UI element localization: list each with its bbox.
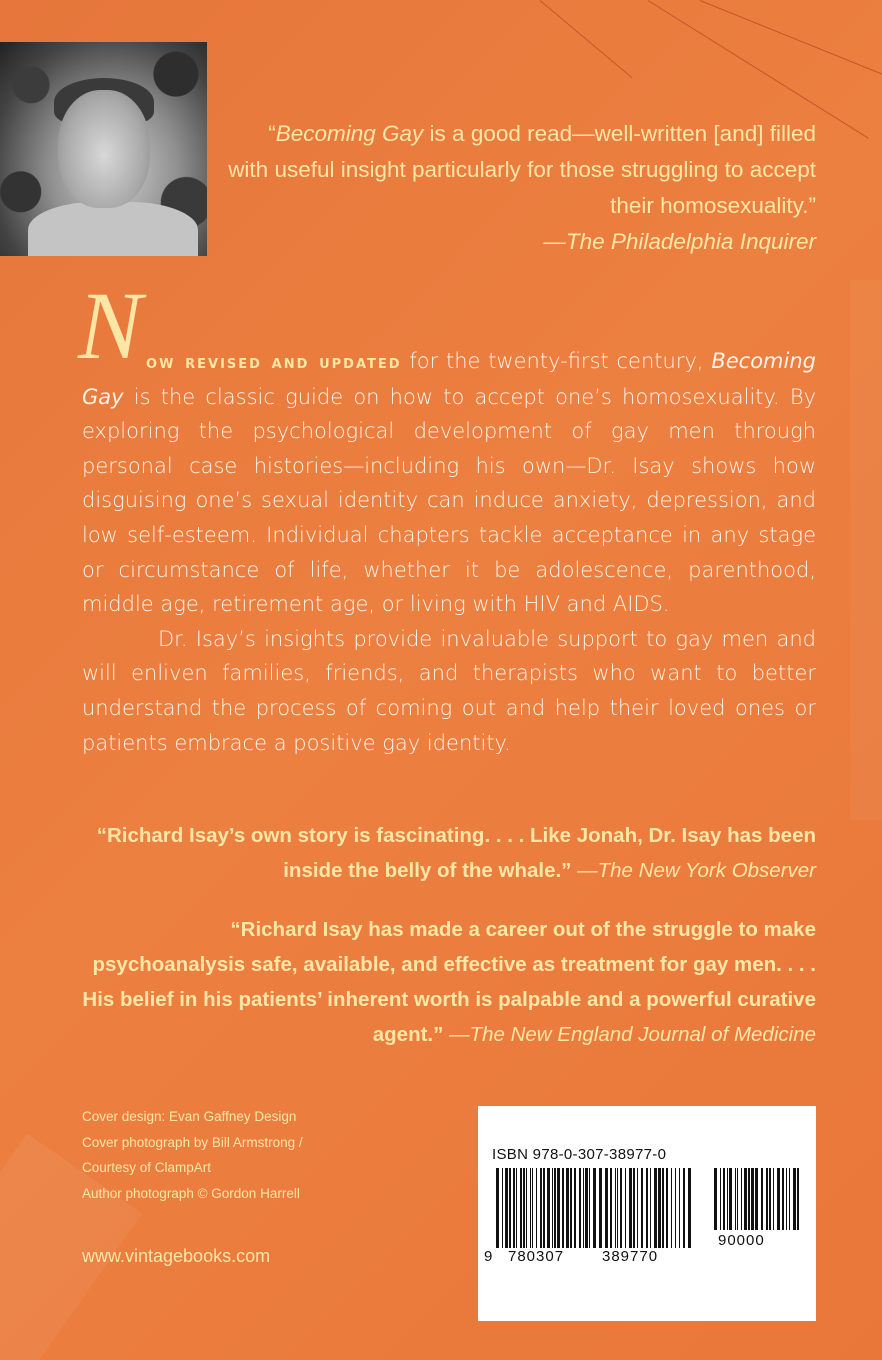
- quote-book-title: Becoming Gay: [275, 121, 424, 146]
- barcode-bar: [516, 1168, 517, 1248]
- isbn-label: ISBN 978-0-307-38977-0: [492, 1146, 667, 1163]
- barcode-bar: [671, 1168, 672, 1248]
- barcode-bar: [773, 1168, 774, 1230]
- barcode-bar: [675, 1168, 676, 1248]
- barcode-bar: [727, 1168, 728, 1230]
- barcode-bar: [629, 1168, 632, 1248]
- barcode-bar: [641, 1168, 643, 1248]
- drop-cap: N: [78, 272, 143, 379]
- barcode-bar: [532, 1168, 533, 1248]
- barcode-bar: [543, 1168, 545, 1248]
- barcode-bar: [617, 1168, 618, 1248]
- review-quote-nejm: [82, 912, 816, 1052]
- description-paragraph-1: [78, 272, 816, 622]
- barcode-bar: [562, 1168, 564, 1248]
- barcode-bar: [605, 1168, 608, 1248]
- barcode-bar: [741, 1168, 742, 1230]
- review-quote-inquirer: [228, 116, 816, 260]
- credit-line: Cover design: Evan Gaffney Design: [82, 1109, 297, 1124]
- description-text: for the twenty-first century,: [401, 349, 712, 373]
- barcode-bar: [637, 1168, 638, 1248]
- credit-line: Courtesy of ClampArt: [82, 1160, 212, 1175]
- barcode-bar: [523, 1168, 525, 1248]
- barcode-bar: [723, 1168, 725, 1230]
- barcode-bar: [761, 1168, 763, 1230]
- description-paragraph-2: Dr. Isay’s insights provide invaluable support to gay men and will enliven families, friends, and therapists who want to better understand the process of coming out and help their loved ones or patients embrace a positive gay identity.: [82, 626, 816, 755]
- barcode-bar: [714, 1168, 717, 1230]
- barcode-bar: [574, 1168, 576, 1248]
- barcode-right-digits: 389770: [602, 1248, 659, 1265]
- barcode-bar: [625, 1168, 626, 1248]
- barcode-bar: [615, 1168, 616, 1248]
- barcode-bar: [658, 1168, 661, 1248]
- quote-open-mark: “: [268, 121, 276, 146]
- barcode-bar: [540, 1168, 542, 1248]
- barcode-bar: [748, 1168, 750, 1230]
- description-book-title: Becoming Gay: [82, 349, 816, 409]
- barcode-bar: [599, 1168, 602, 1248]
- barcode-bar: [755, 1168, 758, 1230]
- barcode-bar: [751, 1168, 754, 1230]
- barcode-bar: [633, 1168, 635, 1248]
- barcode-bar: [513, 1168, 515, 1248]
- barcode-bar: [520, 1168, 522, 1248]
- review-quote-observer: [82, 818, 816, 888]
- barcode-bar: [782, 1168, 784, 1230]
- quote-source: —The Philadelphia Inquirer: [543, 229, 816, 254]
- book-description: [78, 272, 816, 760]
- barcode-addon-digits: 90000: [718, 1232, 765, 1249]
- lead-smallcaps: ow revised and updated: [146, 351, 402, 373]
- barcode-bar: [502, 1168, 503, 1248]
- barcode-bar: [552, 1168, 553, 1248]
- barcode-bar: [583, 1168, 584, 1248]
- barcode-bar: [793, 1168, 796, 1230]
- barcode-bar: [720, 1168, 721, 1230]
- barcode-bar: [496, 1168, 499, 1248]
- quote-source: —The New York Observer: [577, 859, 816, 882]
- barcode-bar: [646, 1168, 648, 1248]
- barcode-bar: [570, 1168, 572, 1248]
- barcode-lead-digit: 9: [484, 1248, 493, 1265]
- barcode-bar: [729, 1168, 732, 1230]
- barcode-bar: [654, 1168, 657, 1248]
- barcode-bar: [662, 1168, 664, 1248]
- barcode-bar: [666, 1168, 668, 1248]
- credit-line: Cover photograph by Bill Armstrong /: [82, 1134, 303, 1150]
- barcode-bar: [620, 1168, 622, 1248]
- barcode-bar: [650, 1168, 651, 1248]
- isbn-barcode: [478, 1106, 816, 1321]
- barcode-bar: [554, 1168, 556, 1248]
- barcode-bar: [789, 1168, 790, 1230]
- publisher-website: www.vintagebooks.com: [82, 1246, 271, 1266]
- barcode-bar: [557, 1168, 560, 1248]
- credit-line: Author photograph © Gordon Harrell: [82, 1185, 300, 1201]
- barcode-bar: [593, 1168, 596, 1248]
- cover-credits: [82, 1104, 442, 1206]
- barcode-bar: [547, 1168, 550, 1248]
- quote-text: is a good read—well-written [and] filled with useful insight particularly for those struggling to accept their homosexuality.”: [228, 121, 816, 218]
- barcode-bar: [536, 1168, 537, 1248]
- decorative-line: [540, 0, 633, 78]
- barcode-left-digits: 780307: [508, 1248, 565, 1265]
- barcode-bar: [737, 1168, 738, 1230]
- decorative-line: [700, 0, 882, 83]
- barcode-bar: [769, 1168, 771, 1230]
- description-text: is the classic guide on how to accept one’s homosexuality. By exploring the psychological development of gay men through personal case histories—including his own—Dr. Isay shows how disguising one’s sexual identity can induce anxiety, depression, and low self-esteem. Individual chapters tackle acceptance in any stage or circumstance of life, whether it be adolescence, parenthood, middle age, retirement age, or living with HIV and AIDS.: [82, 384, 816, 617]
- quote-source: —The New England Journal of Medicine: [449, 1023, 816, 1046]
- barcode-bar: [679, 1168, 680, 1248]
- barcode-bar: [530, 1168, 531, 1248]
- barcode-bars: [496, 1168, 696, 1252]
- quote-text: “Richard Isay’s own story is fascinating. . . . Like Jonah, Dr. Isay has been inside the belly of the whale.”: [96, 824, 816, 882]
- barcode-bar: [797, 1168, 799, 1230]
- barcode-bar: [585, 1168, 588, 1248]
- decorative-band: [850, 280, 882, 820]
- barcode-bar: [509, 1168, 511, 1248]
- barcode-bar: [579, 1168, 581, 1248]
- quote-text: “Richard Isay has made a career out of the struggle to make psychoanalysis safe, available, and effective as treatment for gay men. . . . His belief in his patients’ inherent worth is palpable and a powerful curative agent.”: [82, 918, 816, 1046]
- barcode-bar: [610, 1168, 612, 1248]
- barcode-bar: [688, 1168, 691, 1248]
- barcode-bar: [777, 1168, 780, 1230]
- barcode-bar: [589, 1168, 590, 1248]
- barcode-bar: [786, 1168, 787, 1230]
- barcode-bar: [735, 1168, 736, 1230]
- barcode-bar: [766, 1168, 768, 1230]
- barcode-bar: [526, 1168, 527, 1248]
- barcode-bar: [566, 1168, 569, 1248]
- barcode-bar: [744, 1168, 747, 1230]
- barcode-bar: [683, 1168, 685, 1248]
- barcode-bar: [505, 1168, 508, 1248]
- author-photo: [0, 42, 207, 256]
